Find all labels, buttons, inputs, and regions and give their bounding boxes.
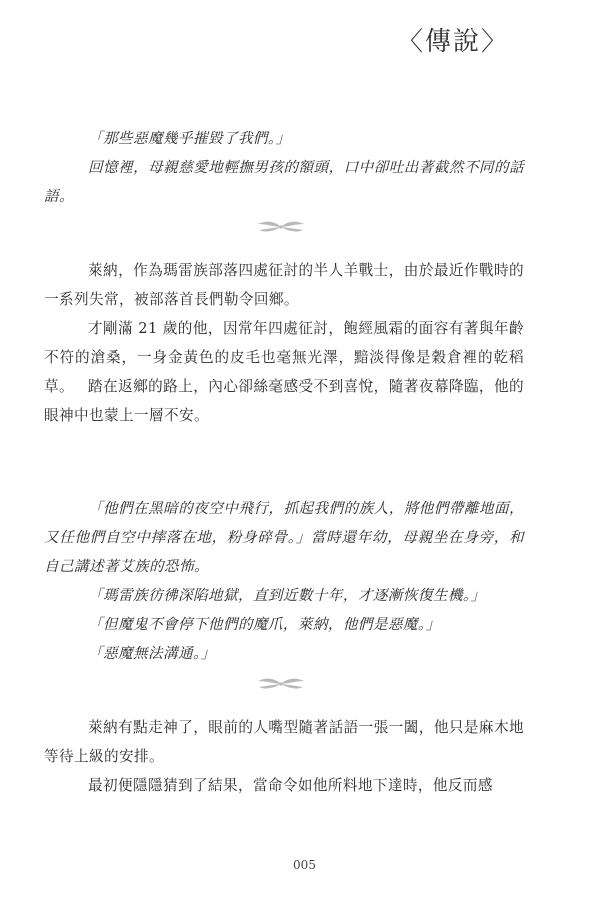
page-number: 005 [293, 858, 316, 872]
paragraph: 才剛滿 21 歲的他，因常年四處征討，飽經風霜的面容有著與年齡不符的滄桑，一身金黃色的皮毛也毫無光澤，黯淡得像是穀倉裡的乾稻草。 [44, 320, 524, 395]
leaf-ornament-icon [254, 218, 308, 236]
paragraph: 踏在返鄉的路上，內心卻絲毫感受不到喜悅，隨著夜幕降臨，他的眼神中也蒙上一層不安。 [44, 378, 524, 424]
paragraph: 「他們在黑暗的夜空中飛行，抓起我們的族人，將他們帶離地面，又任他們自空中摔落在地，粉身碎骨。」當時還年幼，母親坐在身旁，和自己講述著艾族的恐怖。 [44, 500, 524, 575]
paragraph: 「但魔鬼不會停下他們的魔爪，萊納，他們是惡魔。」 [88, 616, 441, 633]
paragraph: 「惡魔無法溝通。」 [88, 645, 216, 662]
paragraph: 回憶裡，母親慈愛地輕撫男孩的額頭，口中卻吐出著截然不同的話語。 [44, 159, 524, 205]
paragraph: 「瑪雷族彷彿深陷地獄，直到近數十年，才逐漸恢復生機。」 [88, 587, 486, 604]
paragraph: 最初便隱隱猜到了結果，當命令如他所料地下達時，他反而感 [88, 777, 493, 794]
paragraph: 萊納有點走神了，眼前的人嘴型隨著話語一張一闔，他只是麻木地等待上級的安排。 [44, 719, 524, 765]
paragraph: 「那些惡魔幾乎摧毀了我們。」 [88, 130, 291, 147]
page-title: 〈傳說〉 [396, 27, 509, 57]
leaf-ornament-icon [254, 675, 308, 693]
paragraph: 萊納，作為瑪雷族部落四處征討的半人羊戰士，由於最近作戰時的一系列失常，被部落首長們勒令回鄉。 [44, 262, 524, 308]
